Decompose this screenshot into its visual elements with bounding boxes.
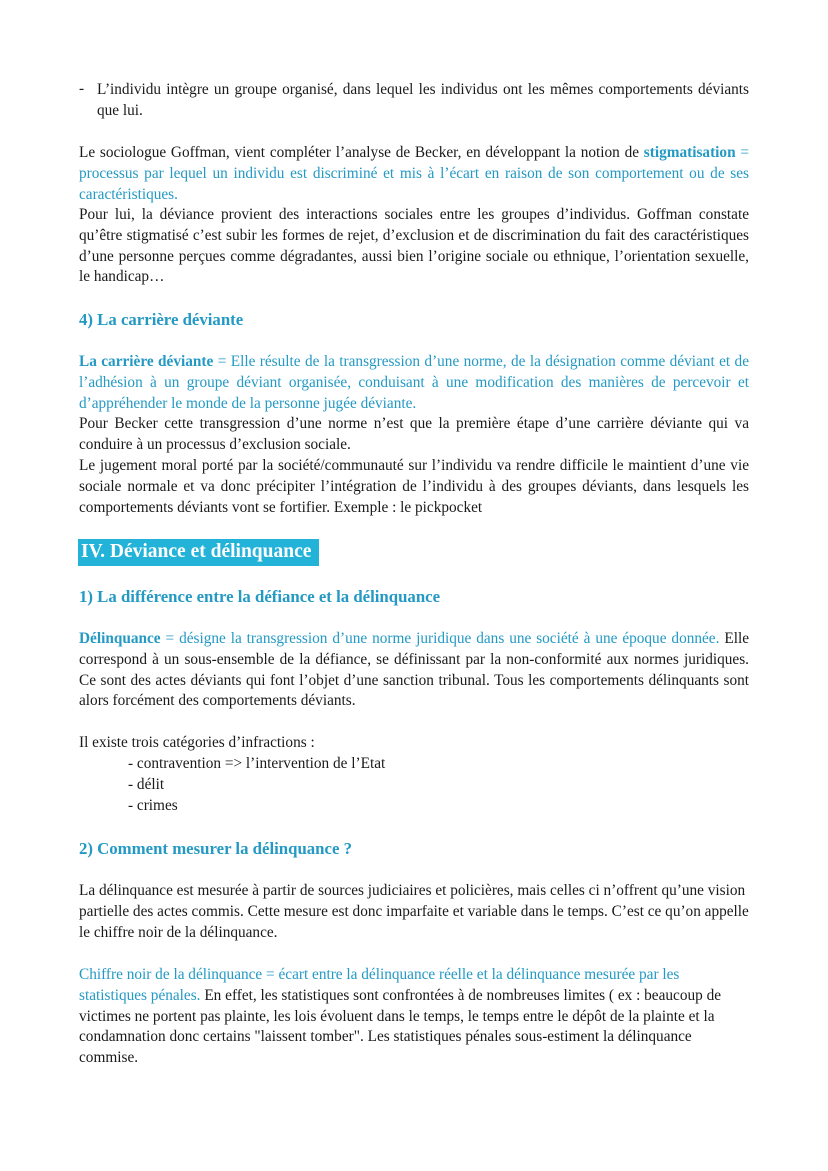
delinquance-term: Délinquance bbox=[79, 630, 161, 647]
list-item: - crimes bbox=[128, 797, 178, 814]
chiffre-noir-rest: En effet, les statistiques sont confrontées à de nombreuses limites ( ex : beaucoup de victimes ne portent pas plainte, les lois évoluent dans le temps, le temps entre le dépôt de la plainte et la condamnation donc certains "laissent tomber". Les statistiques pénales sous-estiment la délinquance commise. bbox=[79, 986, 722, 1067]
intro-bullet-text: L’individu intègre un groupe organisé, dans lequel les individus ont les mêmes comportements déviants que lui. bbox=[97, 81, 749, 119]
goffman-paragraph bbox=[79, 143, 749, 205]
carriere-def-text: = Elle résulte de la transgression d’une norme, de la désignation comme déviant et de l’adhésion à un groupe déviant organisée, conduisant à une modification des manières de percevoir et d’appréhender le monde de la personne jugée déviante. bbox=[79, 353, 749, 412]
infractions-intro: Il existe trois catégories d’infractions : bbox=[79, 734, 315, 751]
delinquance-def-text: = désigne la transgression d’une norme juridique dans une société à une époque donnée. bbox=[160, 630, 720, 647]
carriere-term: La carrière déviante bbox=[79, 353, 214, 370]
goffman-intro: Le sociologue Goffman, vient compléter l’analyse de Becker, en développant la notion de bbox=[79, 144, 640, 161]
section-heading-difference: 1) La différence entre la défiance et la délinquance bbox=[79, 587, 441, 606]
jugement-paragraph: Le jugement moral porté par la société/communauté sur l’individu va rendre difficile le maintient d’une vie sociale normale et va donc précipiter l’intégration de l’individu à des groupes déviants, dans lesquels les comportements déviants vont se fortifier. Exemple : le pickpocket bbox=[79, 457, 749, 516]
list-item: - contravention => l’intervention de l’Etat bbox=[128, 755, 386, 772]
chiffre-noir-paragraph bbox=[79, 965, 749, 1069]
chiffre-noir-definition: Chiffre noir de la délinquance = écart entre la délinquance réelle et la délinquance mesurée par les statistiques pénales. bbox=[79, 966, 680, 1004]
delinquance-paragraph bbox=[79, 629, 749, 712]
goffman-paragraph-2: Pour lui, la déviance provient des interactions sociales entre les groupes d’individus. Goffman constate qu’être stigmatisé c’est subir les formes de rejet, d’exclusion et de discrimination du fait des caractéristiques d’une personne perçues comme dégradantes, aussi bien l’origine sociale ou ethnique, l’orientation sexuelle, le handicap… bbox=[79, 206, 749, 286]
chapter-heading-deviance: IV. Déviance et délinquance bbox=[78, 539, 319, 566]
section-heading-carriere: 4) La carrière déviante bbox=[79, 310, 244, 329]
bullet-dash: - bbox=[79, 80, 85, 97]
section-heading-mesurer: 2) Comment mesurer la délinquance ? bbox=[79, 839, 352, 858]
mesure-paragraph: La délinquance est mesurée à partir de sources judiciaires et policières, mais celles ci n’offrent qu’une vision partielle des actes commis. Cette mesure est donc imparfaite et variable dans le temps. C’est ce qu’on appelle le chiffre noir de la délinquance. bbox=[79, 882, 749, 941]
stigmatisation-definition: = processus par lequel un individu est discriminé et mis à l’écart en raison de son comportement ou de ses caractéristiques. bbox=[79, 144, 749, 203]
delinquance-rest: Elle correspond à un sous-ensemble de la défiance, se définissant par la non-conformité aux normes juridiques. Ce sont des actes déviants qui font l’objet d’une sanction tribunal. Tous les comportements délinquants sont alors forcément des comportements déviants. bbox=[79, 630, 749, 710]
stigmatisation-term: stigmatisation bbox=[643, 144, 736, 161]
list-item: - délit bbox=[128, 776, 165, 793]
becker-paragraph: Pour Becker cette transgression d’une norme n’est que la première étape d’une carrière déviante qui va conduire à un processus d’exclusion sociale. bbox=[79, 415, 749, 453]
carriere-definition bbox=[79, 352, 749, 414]
